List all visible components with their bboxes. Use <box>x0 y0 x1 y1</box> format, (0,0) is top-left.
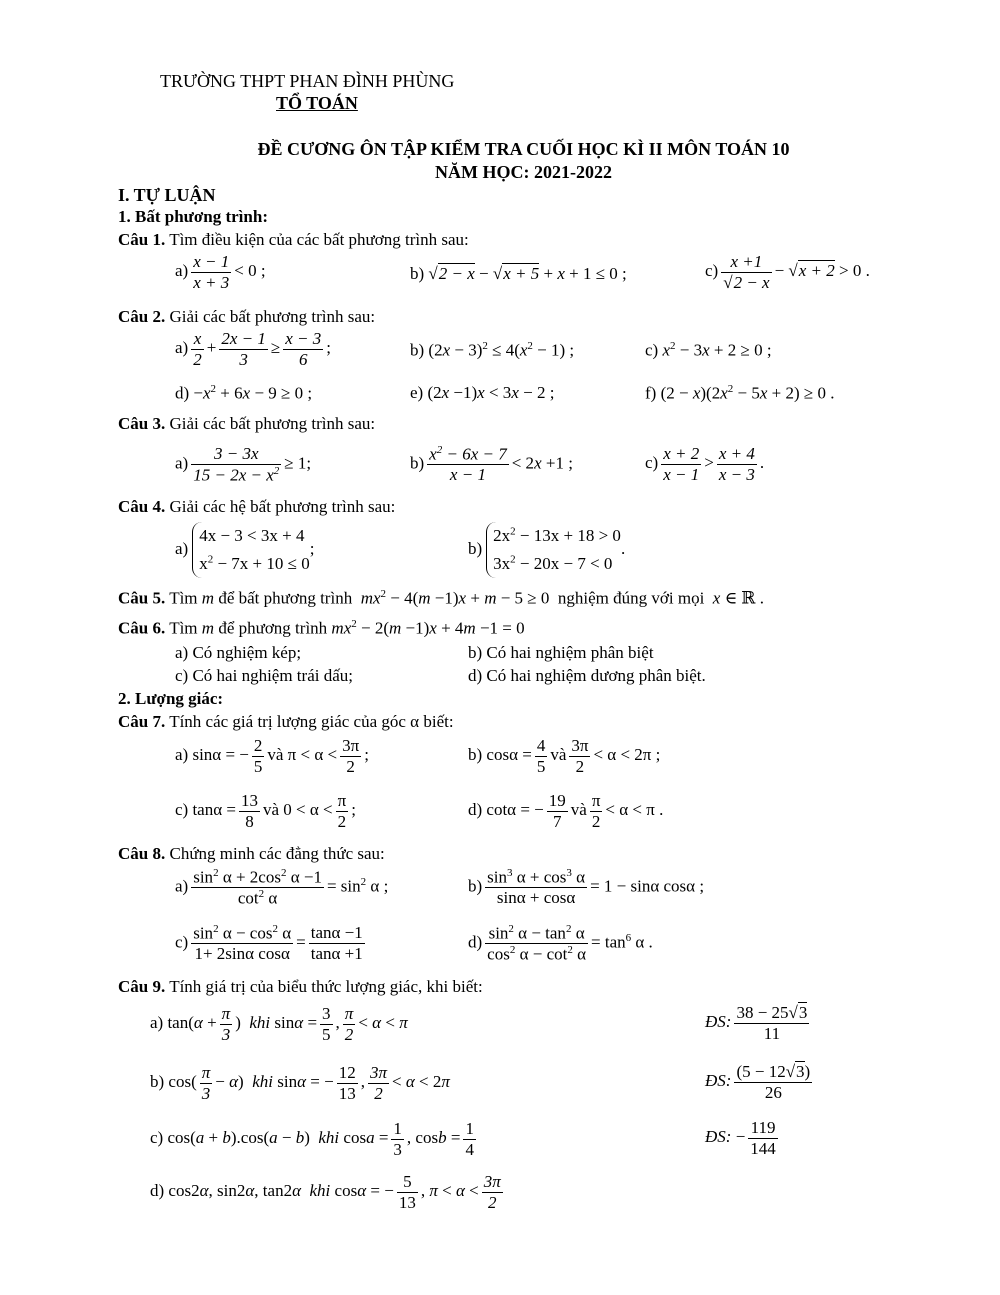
q2-part-e: e) (2x −1)x < 3x − 2 ; <box>410 383 555 402</box>
q9-part-b: b) cos( $\frac{\pi}{3}$ − α) khi sinα = − $\frac{12}{13}$ , $\frac{3\pi}{2}$ < α < 2π <box>150 1063 450 1103</box>
q2-part-f: f) $(2 - x)(2x^2 - 5x + 2) \ge 0$ . <box>645 383 835 403</box>
q2-part-c: c) $x^2 - 3x + 2 \ge 0$ ; <box>645 340 772 360</box>
document-title: ĐỀ CƯƠNG ÔN TẬP KIỂM TRA CUỐI HỌC KÌ II MÔN TOÁN 10 <box>257 139 790 159</box>
school-name: TRƯỜNG THPT PHAN ĐÌNH PHÙNG <box>160 71 455 91</box>
q6-part-d: d) Có hai nghiệm dương phân biệt. <box>468 666 706 685</box>
q9-answer-c: ĐS: − $\frac{119}{144}$ <box>705 1118 776 1158</box>
q8-part-c: c) $\frac{\sin^2 \alpha - \cos^2 \alpha}{\text{1+ 2sinα cosα}}$ = $\frac{\tan\alpha -1}{\tan\alpha +1}$ <box>175 923 363 964</box>
department-name: TỔ TOÁN <box>276 93 358 113</box>
q7-part-d: d) cotα = − $\frac{19}{7}$ và $\frac{\pi}{2}$ < α < π . <box>468 791 664 831</box>
question-8: Câu 8. Chứng minh các đẳng thức sau: <box>118 844 385 863</box>
q6-part-c: c) Có hai nghiệm trái dấu; <box>175 666 353 685</box>
question-5: Câu 5. Tìm m để bất phương trình $mx^2 - 4(m -1)x + m - 5 \ge 0$ nghiệm đúng với mọi x ∈ ℝ . <box>118 588 765 608</box>
q3-part-a: a) $\frac{3 - 3x}{15 - 2x - x^2}$ ≥ 1; <box>175 444 312 485</box>
q6-part-a: a) Có nghiệm kép; <box>175 643 302 662</box>
q3-part-b: b) $\frac{x^2 - 6x - 7}{x - 1}$ < 2x +1 ; <box>410 444 573 485</box>
q8-part-b: b) $\frac{\sin^3 \alpha + \cos^3 \alpha}{\sin\alpha + \cos\alpha}$ = 1 − sinα cosα ; <box>468 867 705 908</box>
q1-part-c: c) $\frac{x +1}{√2 - x}$ − √x + 2 > 0 . <box>705 252 870 292</box>
q7-part-c: c) tanα = $\frac{13}{8}$ và 0 < α < $\frac{\pi}{2}$ ; <box>175 791 356 831</box>
question-7: Câu 7. Tính các giá trị lượng giác của góc α biết: <box>118 712 454 731</box>
section-essay: I. TỰ LUẬN <box>118 185 216 205</box>
question-2: Câu 2. Giải các bất phương trình sau: <box>118 307 376 326</box>
section-inequalities: 1. Bất phương trình: <box>118 207 268 226</box>
question-1: Câu 1. Tìm điều kiện của các bất phương trình sau: <box>118 230 469 249</box>
q2-part-d: $d) -x^2 + 6x - 9 \ge 0$ ; <box>175 383 313 403</box>
q4-part-b: b) $2x^2 - 13x + 18 > 0$ $3x^2 - 20x - 7 < 0$ . <box>468 522 625 578</box>
question-3: Câu 3. Giải các bất phương trình sau: <box>118 414 376 433</box>
question-9: Câu 9. Tính giá trị của biểu thức lượng giác, khi biết: <box>118 977 483 996</box>
q9-answer-a: ĐS: $\frac{38 - 25√3}{11}$ <box>705 1003 808 1043</box>
q1-part-a: a) $\frac{x - 1}{x + 3}$ < 0 ; <box>175 252 266 292</box>
q9-part-a: a) tan(α + $\frac{\pi}{3}$ ) khi sinα = $\frac{3}{5}$ , $\frac{\pi}{2}$ < α < π <box>150 1004 408 1044</box>
q9-answer-b: ĐS: $\frac{(5 - 12√3)}{26}$ <box>705 1062 811 1102</box>
section-trigonometry: 2. Lượng giác: <box>118 689 224 708</box>
q9-part-d: d) cos2α, sin2α, tan2α khi cosα = − $\frac{5}{13}$ , π < α < $\frac{3\pi}{2}$ <box>150 1172 501 1212</box>
q4-part-a: a) 4x − 3 < 3x + 4 $x^2 - 7x + 10 \le 0$ ; <box>175 522 314 578</box>
q6-part-b: b) Có hai nghiệm phân biệt <box>468 643 654 662</box>
q1-part-b: b) √2 − x − √x + 5 + x + 1 ≤ 0 ; <box>410 264 627 283</box>
question-6: Câu 6. Tìm m để phương trình $mx^2 - 2(m -1)x + 4m -1 = 0$ <box>118 618 525 638</box>
q8-part-a: a) $\frac{\sin^2 \alpha + 2\cos^2 \alpha -1}{\cot^2 \alpha}$ = $\sin^2 \alpha$ ; <box>175 867 389 908</box>
question-4: Câu 4. Giải các hệ bất phương trình sau: <box>118 497 396 516</box>
school-year: NĂM HỌC: 2021-2022 <box>435 162 612 182</box>
q7-part-a: a) sinα = − $\frac{2}{5}$ và π < α < $\frac{3\pi}{2}$ ; <box>175 736 369 776</box>
q7-part-b: b) cosα = $\frac{4}{5}$ và $\frac{3\pi}{2}$ < α < 2π ; <box>468 736 661 776</box>
q8-part-d: d) $\frac{\sin^2 \alpha - \tan^2 \alpha}{\cos^2 \alpha - \cot^2 \alpha}$ = $\tan^6 \alpha$ . <box>468 923 653 964</box>
q2-part-b: b) $(2x - 3)^2 \le 4(x^2 - 1)$ ; <box>410 340 575 360</box>
q2-part-a: a) $\frac{x}{2}$ + $\frac{2x - 1}{3}$ ≥ $\frac{x - 3}{6}$ ; <box>175 329 331 369</box>
q3-part-c: c) $\frac{x + 2}{x - 1}$ > $\frac{x + 4}{x - 3}$ . <box>645 444 765 484</box>
q9-part-c: c) cos(a + b).cos(a − b) khi cosa = $\frac{1}{3}$ , cosb = $\frac{1}{4}$ <box>150 1119 474 1159</box>
